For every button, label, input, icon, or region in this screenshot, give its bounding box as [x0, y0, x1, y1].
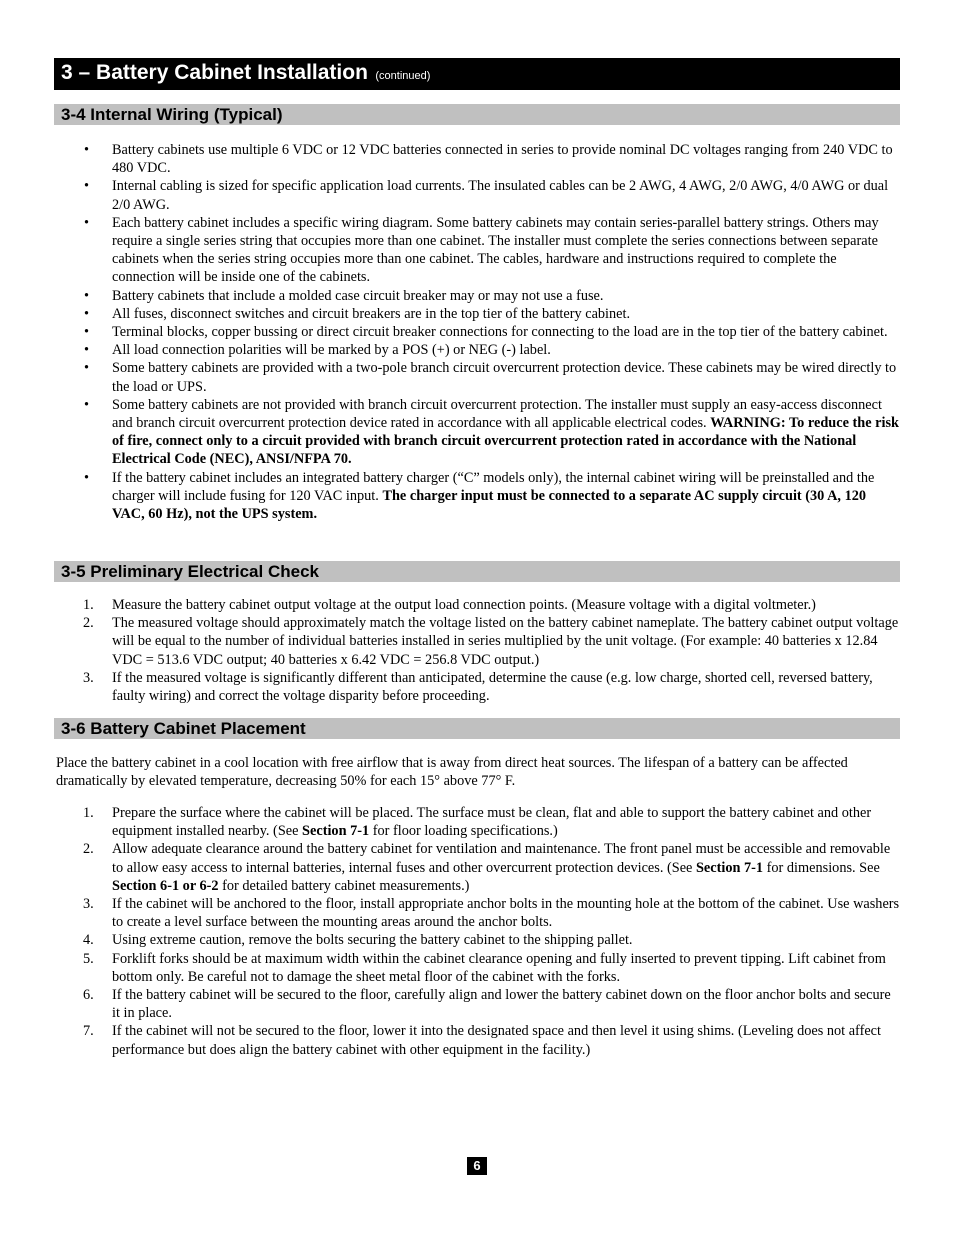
list-item: • Battery cabinets that include a molded case circuit breaker may or may not use a fuse. — [84, 287, 604, 304]
list-item: 5. Forklift forks should be at maximum width within the cabinet clearance opening and fully inserted to prevent tipping. Lift cabinet from bottom only. Be careful not to damage the sheet metal floor of the cabinet with the forks. — [83, 950, 886, 985]
bullet-marker: • — [84, 396, 90, 413]
bullet-marker: • — [84, 287, 90, 304]
list-item: • Battery cabinets use multiple 6 VDC or 12 VDC batteries connected in series to provide nominal DC voltages ranging from 240 VDC to 480 VDC. — [84, 142, 893, 177]
list-item: • All fuses, disconnect switches and circuit breakers are in the top tier of the battery cabinet. — [84, 305, 631, 322]
bullet-marker: • — [84, 214, 90, 231]
list-item: 6. If the battery cabinet will be secured to the floor, carefully align and lower the battery cabinet down on the floor anchor bolts and secure it in place. — [83, 987, 891, 1022]
bullet-marker: • — [84, 342, 90, 359]
list-item: • Terminal blocks, copper bussing or direct circuit breaker connections for connecting to the load are in the top tier of the battery cabinet. — [84, 324, 888, 341]
list-item: 2. The measured voltage should approximately match the voltage listed on the battery cabinet nameplate. The battery cabinet output voltage will be equal to the number of individual batteries installed in series multiplied by the unit voltage. (For example: 40 batteries x 12.84 VDC = 513.6 VDC output; 40 batteries x 6.42 VDC = 256.8 VDC output.) — [83, 615, 899, 668]
list-item: 1. Prepare the surface where the cabinet will be placed. The surface must be clean, flat and able to support the battery cabinet and other equipment installed nearby. (See Section 7-1 for floor loading specifications.) — [83, 805, 872, 840]
list-item: 1. Measure the battery cabinet output voltage at the output load connection points. (Measure voltage with a digital voltmeter.) — [83, 597, 816, 613]
list-item: 3. If the cabinet will be anchored to the floor, install appropriate anchor bolts in the mounting hole at the bottom of the cabinet. Use washers to create a level surface between the mounting areas around the anchor bolts. — [83, 896, 900, 931]
list-item: • Some battery cabinets are not provided with branch circuit overcurrent protection. The installer must supply an easy-access disconnect and branch circuit overcurrent protection device rated in accordance with all applicable electrical codes. WARNING: To reduce the risk of fire, connect only to a circuit provided with branch circuit overcurrent protection rated in accordance with the National Electrical Code (NEC), ANSI/NFPA 70. — [84, 396, 899, 468]
list-item: • Some battery cabinets are provided with a two-pole branch circuit overcurrent protection device. These cabinets may be wired directly to the load or UPS. — [84, 360, 897, 395]
charger-input-note: The charger input must be connected to a separate AC supply circuit (30 A, 120 VAC, 60 Hz), not the UPS system. — [112, 487, 867, 523]
section-heading-3-5: 3-5 Preliminary Electrical Check — [54, 561, 900, 582]
list-item: • Internal cabling is sized for specific application load currents. The insulated cables can be 2 AWG, 4 AWG, 2/0 AWG, 4/0 AWG or dual 2/0 AWG. — [84, 178, 889, 213]
section-reference: Section 6-1 or 6-2 — [112, 877, 219, 894]
chapter-title: 3 – Battery Cabinet Installation — [61, 61, 368, 84]
bullet-marker: • — [84, 469, 90, 486]
placement-intro: Place the battery cabinet in a cool location with free airflow that is away from direct heat sources. The lifespan of a battery can be affected dramatically by elevated temperature, decreasing 50% for each 15° above 77° F. — [56, 755, 848, 790]
page-number: 6 — [467, 1157, 487, 1175]
bullet-marker: • — [84, 324, 90, 341]
internal-wiring-list — [54, 141, 900, 523]
section-reference: Section 7-1 — [302, 823, 370, 840]
section-heading-3-6: 3-6 Battery Cabinet Placement — [54, 718, 900, 739]
chapter-header — [54, 58, 900, 90]
section-heading-3-4: 3-4 Internal Wiring (Typical) — [54, 104, 900, 125]
bullet-marker: • — [84, 360, 90, 377]
list-item: • All load connection polarities will be marked by a POS (+) or NEG (-) label. — [84, 342, 551, 359]
list-item: 7. If the cabinet will not be secured to the floor, lower it into the designated space and then level it using shims. (Leveling does not affect performance but does align the battery cabinet with other equipment in the facility.) — [83, 1023, 881, 1058]
list-item: 2. Allow adequate clearance around the battery cabinet for ventilation and maintenance. The front panel must be accessible and removable to allow easy access to internal batteries, internal fuses and other overcurrent protection devices. (See Section 7-1 for dimensions. See Section 6-1 or 6-2 for detailed battery cabinet measurements.) — [83, 841, 891, 894]
list-item: • If the battery cabinet includes an integrated battery charger (“C” models only), the internal cabinet wiring will be preinstalled and the charger will include fusing for 120 VAC input. The charger input must be connected to a separate AC supply circuit (30 A, 120 VAC, 60 Hz), not the UPS system. — [84, 469, 875, 523]
electrical-check-steps — [54, 596, 900, 705]
fire-warning: WARNING: To reduce the risk of fire, connect only to a circuit provided with branch circuit overcurrent protection rated in accordance with the National Electrical Code (NEC), ANSI/NFPA 70. — [112, 415, 899, 468]
bullet-marker: • — [84, 178, 90, 195]
list-item: 4. Using extreme caution, remove the bolts securing the battery cabinet to the shipping pallet. — [83, 932, 633, 949]
placement-steps — [54, 804, 900, 1059]
section-reference: Section 7-1 — [695, 859, 764, 876]
bullet-marker: • — [84, 142, 90, 158]
list-item: • Each battery cabinet includes a specific wiring diagram. Some battery cabinets may contain series-parallel battery strings. Others may require a single series string that occupies more than one cabinet. The installer must complete the series connections between separate cabinets when the series string occupies more than one cabinet. The cables, hardware and instructions required to complete the connection will be inside one of the cabinets. — [84, 214, 879, 286]
bullet-marker: • — [84, 305, 90, 322]
chapter-continued-label: (continued) — [375, 70, 431, 82]
list-item: 3. If the measured voltage is significantly different than anticipated, determine the cause (e.g. low charge, shorted cell, reversed battery, faulty wiring) and correct the voltage disparity before proceeding. — [83, 669, 873, 705]
